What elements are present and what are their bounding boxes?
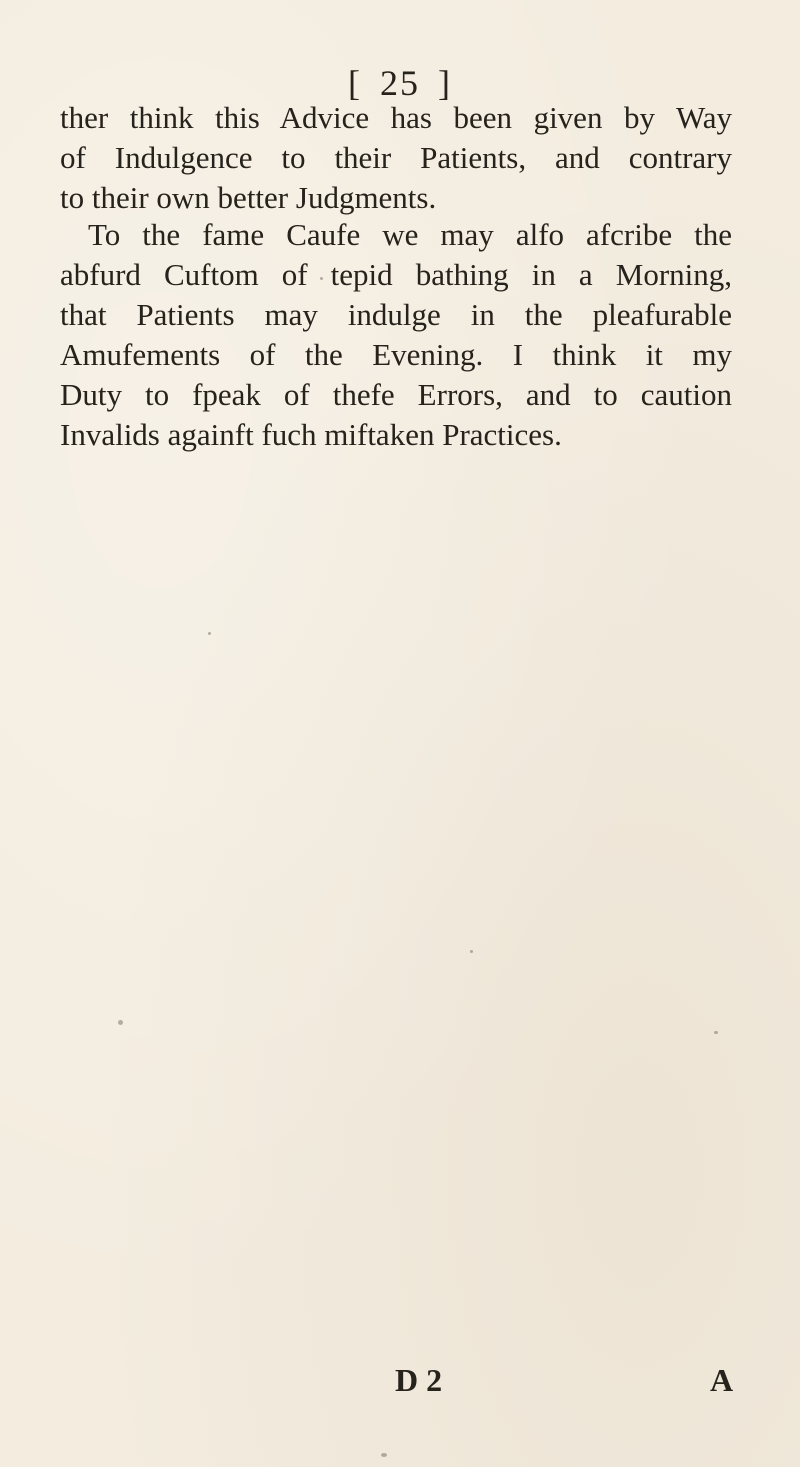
page-number: 25 bbox=[380, 63, 420, 103]
signature-mark: D 2 bbox=[395, 1362, 443, 1398]
text-line: To the fame Caufe we may alfo afcribe the bbox=[88, 217, 732, 252]
text-line: Duty to fpeak of thefe Errors, and to caution bbox=[60, 377, 732, 412]
paper-speck bbox=[470, 950, 473, 953]
paragraph-1 bbox=[60, 98, 732, 218]
paper-speck bbox=[714, 1031, 718, 1034]
paper-speck bbox=[381, 1453, 387, 1457]
text-line: that Patients may indulge in the pleafurable bbox=[60, 297, 732, 332]
text-line: ther think this Advice has been given by Way bbox=[60, 100, 732, 135]
page-number-bracket-close: ] bbox=[438, 63, 452, 103]
text-line: of Indulgence to their Patients, and contrary bbox=[60, 140, 732, 175]
paragraph-2 bbox=[60, 215, 732, 455]
text-line: Invalids againft fuch miftaken Practices. bbox=[60, 417, 562, 452]
text-line: Amufements of the Evening. I think it my bbox=[60, 337, 732, 372]
paper-speck bbox=[118, 1020, 123, 1025]
catchword: A bbox=[710, 1362, 734, 1398]
paper-speck bbox=[320, 277, 323, 280]
text-line: abfurd Cuftom of tepid bathing in a Morning, bbox=[60, 257, 732, 292]
paper-speck bbox=[208, 632, 211, 635]
page-number-bracket-open: [ bbox=[348, 63, 362, 103]
text-line: to their own better Judgments. bbox=[60, 180, 437, 215]
